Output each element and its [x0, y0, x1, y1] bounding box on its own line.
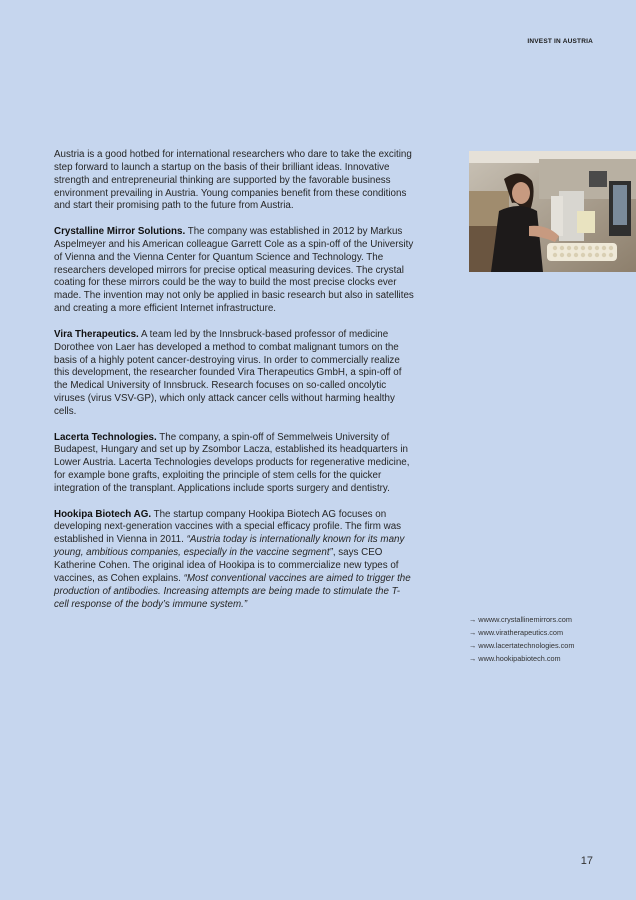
lab-scientist-microscope-photo-icon — [469, 151, 636, 272]
link-text[interactable]: www.viratherapeutics.com — [478, 628, 564, 637]
company-name: Hookipa Biotech AG. — [54, 508, 152, 520]
section-text: The company was established in 2012 by Markus Aspelmeyer and his American colleague Garrett Cole as a spin-off of the University of Vienna and the Vienna Center for Quantum Science and Technology. The researchers developed mirrors for precise optical measuring devices. The crystal coating for these mirrors could be the way to build the most precise clocks ever made. The invention may not only be applied in basic research but also in satellites and creating a more efficient Internet infrastructure. — [54, 226, 414, 315]
arrow-right-icon: → — [469, 654, 477, 663]
section-lacerta — [54, 432, 414, 496]
lab-scientist-photo — [469, 151, 636, 272]
page-number: 17 — [580, 855, 593, 867]
ceo-quote: “Austria today is internationally known for its many young, ambitious companies, especially in the vaccine segment” — [54, 534, 405, 559]
section-text: The startup company Hookipa Biotech AG focuses on developing next-generation vaccines with a special efficacy profile. The firm was established in Vienna in 2011. — [54, 508, 402, 546]
company-name: Crystalline Mirror Solutions. — [54, 226, 186, 238]
company-name: Vira Therapeutics. — [54, 328, 139, 340]
section-text: The company, a spin-off of Semmelweis University of Budapest, Hungary and set up by Zsombor Lacza, established its headquarters in Lower Austria. Lacerta Technologies develops products for regenerative medicine, for example bone grafts, exploiting the principle of stem cells for the quicker integration of the transplant. Applications include sports surgery and dentistry. — [54, 431, 410, 494]
section-header: INVEST IN AUSTRIA — [527, 38, 593, 45]
arrow-right-icon: → — [469, 628, 477, 637]
link-hookipa[interactable] — [469, 652, 574, 665]
arrow-right-icon: → — [469, 641, 477, 650]
section-text: A team led by the Innsbruck-based professor of medicine Dorothee von Laer has developed a method to combat malignant tumors on the basis of a highly potent cancer-destroying virus. In order to commercially realize this development, the researcher founded Vira Therapeutics GmbH, a spin-off of the Medical University of Innsbruck. Research focuses on so-called oncolytic viruses (virus VSV-GP), which only attack cancer cells without harming healthy cells. — [54, 328, 402, 417]
section-hookipa — [54, 509, 414, 612]
link-text[interactable]: wwww.crystallinemirrors.com — [478, 615, 572, 624]
intro-paragraph: Austria is a good hotbed for international researchers who dare to take the exciting step forward to launch a startup on the basis of their brilliant ideas. Innovative strength and entrepreneurial thinking are supported by the favorable business environment prevailing in Austria. Young companies benefit from these conditions and start their promising path to the future from Austria. — [54, 149, 412, 212]
section-crystalline — [54, 226, 414, 316]
arrow-right-icon: → — [469, 615, 477, 624]
link-lacerta[interactable] — [469, 639, 574, 652]
link-vira[interactable] — [469, 626, 574, 639]
company-links — [469, 613, 574, 665]
article-body — [54, 149, 414, 624]
link-text[interactable]: www.hookipabiotech.com — [478, 654, 561, 663]
link-text[interactable]: www.lacertatechnologies.com — [478, 641, 575, 650]
section-text: , says CEO Katherine Cohen. The original idea of Hookipa is to commercialize new types of vaccines, as Cohen explains. — [54, 547, 399, 584]
company-name: Lacerta Technologies. — [54, 431, 157, 443]
link-crystalline[interactable] — [469, 613, 574, 626]
section-vira — [54, 329, 414, 419]
cohen-quote: “Most conventional vaccines are aimed to trigger the production of antibodies. Increasing attempts are being made to stimulate the T-cell response of the body’s immune system.” — [54, 572, 411, 610]
